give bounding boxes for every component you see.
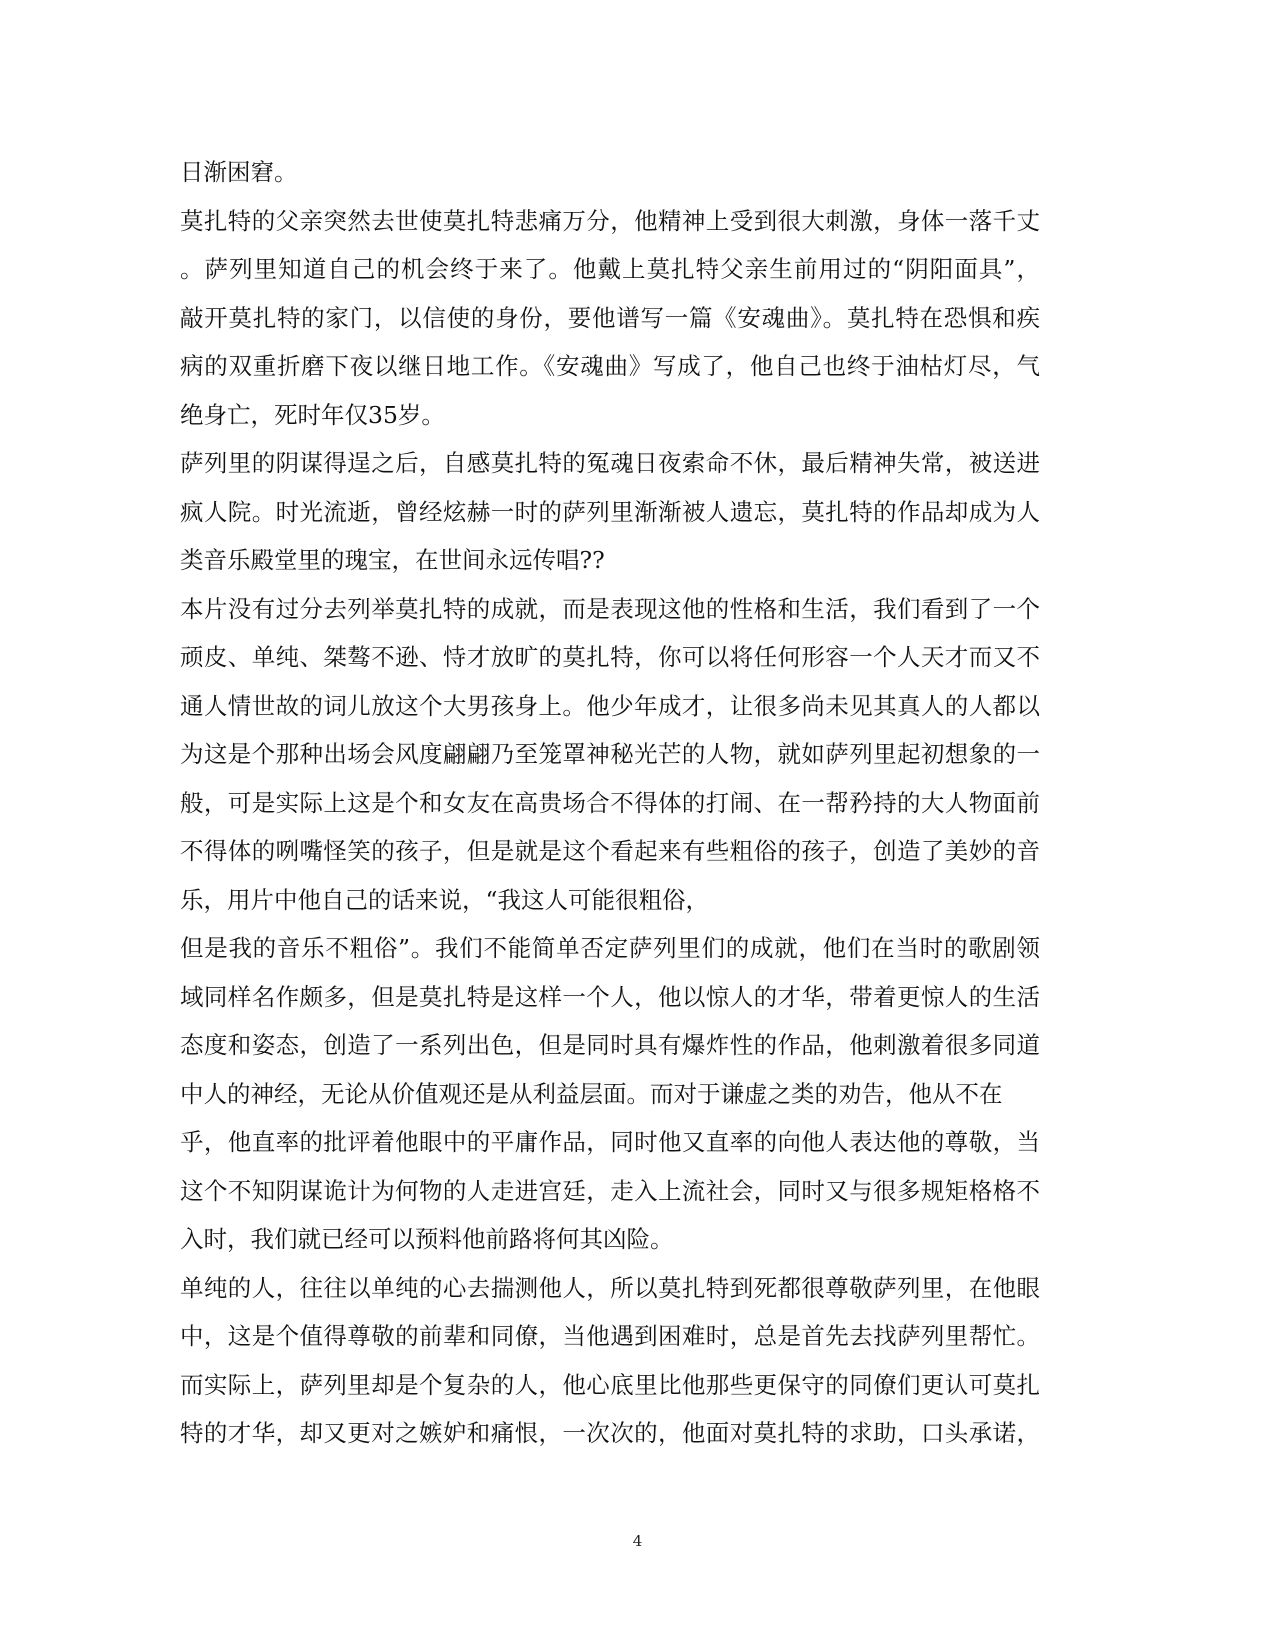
text-line-20: 中人的神经，无论从价值观还是从利益层面。而对于谦虚之类的劝告，他从不在 (180, 1079, 1003, 1108)
text-line-19: 态度和姿态，创造了一系列出色，但是同时具有爆炸性的作品，他刺激着很多同道 (180, 1031, 1040, 1059)
text-line-25: 中，这是个值得尊敬的前辈和同僚，当他遇到困难时，总是首先去找萨列里帮忙。 (180, 1322, 1040, 1350)
text-line-3: 。萨列里知道自己的机会终于来了。他戴上莫扎特父亲生前用过的“阴阳面具”， (180, 255, 1040, 283)
text-line-13: 为这是个那种出场会风度翩翩乃至笼罩神秘光芒的人物，就如萨列里起初想象的一 (180, 740, 1040, 768)
text-line-12: 通人情世故的词儿放这个大男孩身上。他少年成才，让很多尚未见其真人的人都以 (180, 691, 1040, 720)
text-line-14: 般，可是实际上这是个和女友在高贵场合不得体的打闹、在一帮矜持的大人物面前 (180, 788, 1040, 817)
text-line-10: 本片没有过分去列举莫扎特的成就，而是表现这他的性格和生活，我们看到了一个 (180, 594, 1040, 623)
text-line-7: 萨列里的阴谋得逞之后，自感莫扎特的冤魂日夜索命不休，最后精神失常，被送进 (180, 449, 1040, 477)
text-line-4: 敲开莫扎特的家门，以信使的身份，要他谱写一篇《安魂曲》。莫扎特在恐惧和疾 (180, 303, 1040, 332)
document-body (180, 148, 1040, 1458)
text-line-9: 类音乐殿堂里的瑰宝，在世间永远传唱?? (180, 546, 605, 574)
text-line-21: 乎，他直率的批评着他眼中的平庸作品，同时他又直率的向他人表达他的尊敬，当 (180, 1128, 1040, 1156)
page-number: 4 (632, 1532, 643, 1550)
text-line-24: 单纯的人，往往以单纯的心去揣测他人，所以莫扎特到死都很尊敬萨列里，在他眼 (180, 1273, 1040, 1302)
text-line-15: 不得体的咧嘴怪笑的孩子，但是就是这个看起来有些粗俗的孩子，创造了美妙的音 (180, 837, 1040, 865)
text-line-16: 乐，用片中他自己的话来说，“我这人可能很粗俗， (180, 885, 710, 914)
text-line-22: 这个不知阴谋诡计为何物的人走进宫廷，走入上流社会，同时又与很多规矩格格不 (180, 1176, 1040, 1205)
text-line-27: 特的才华，却又更对之嫉妒和痛恨，一次次的，他面对莫扎特的求助，口头承诺， (180, 1419, 1040, 1447)
text-line-5: 病的双重折磨下夜以继日地工作。《安魂曲》写成了，他自己也终于油枯灯尽，气 (180, 352, 1040, 380)
text-line-18: 域同样名作颇多，但是莫扎特是这样一个人，他以惊人的才华，带着更惊人的生活 (180, 982, 1040, 1011)
text-line-1: 日渐困窘。 (180, 158, 298, 186)
text-line-8: 疯人院。时光流逝，曾经炫赫一时的萨列里渐渐被人遗忘，莫扎特的作品却成为人 (180, 497, 1040, 526)
text-line-6: 绝身亡，死时年仅35岁。 (180, 400, 445, 429)
text-line-2: 莫扎特的父亲突然去世使莫扎特悲痛万分，他精神上受到很大刺激，身体一落千丈 (180, 206, 1040, 235)
text-line-26: 而实际上，萨列里却是个复杂的人，他心底里比他那些更保守的同僚们更认可莫扎 (180, 1370, 1040, 1399)
text-line-17: 但是我的音乐不粗俗”。我们不能简单否定萨列里们的成就，他们在当时的歌剧领 (180, 934, 1040, 962)
text-line-11: 顽皮、单纯、桀骜不逊、恃才放旷的莫扎特，你可以将任何形容一个人天才而又不 (180, 643, 1040, 671)
text-line-23: 入时，我们就已经可以预料他前路将何其凶险。 (180, 1225, 674, 1253)
